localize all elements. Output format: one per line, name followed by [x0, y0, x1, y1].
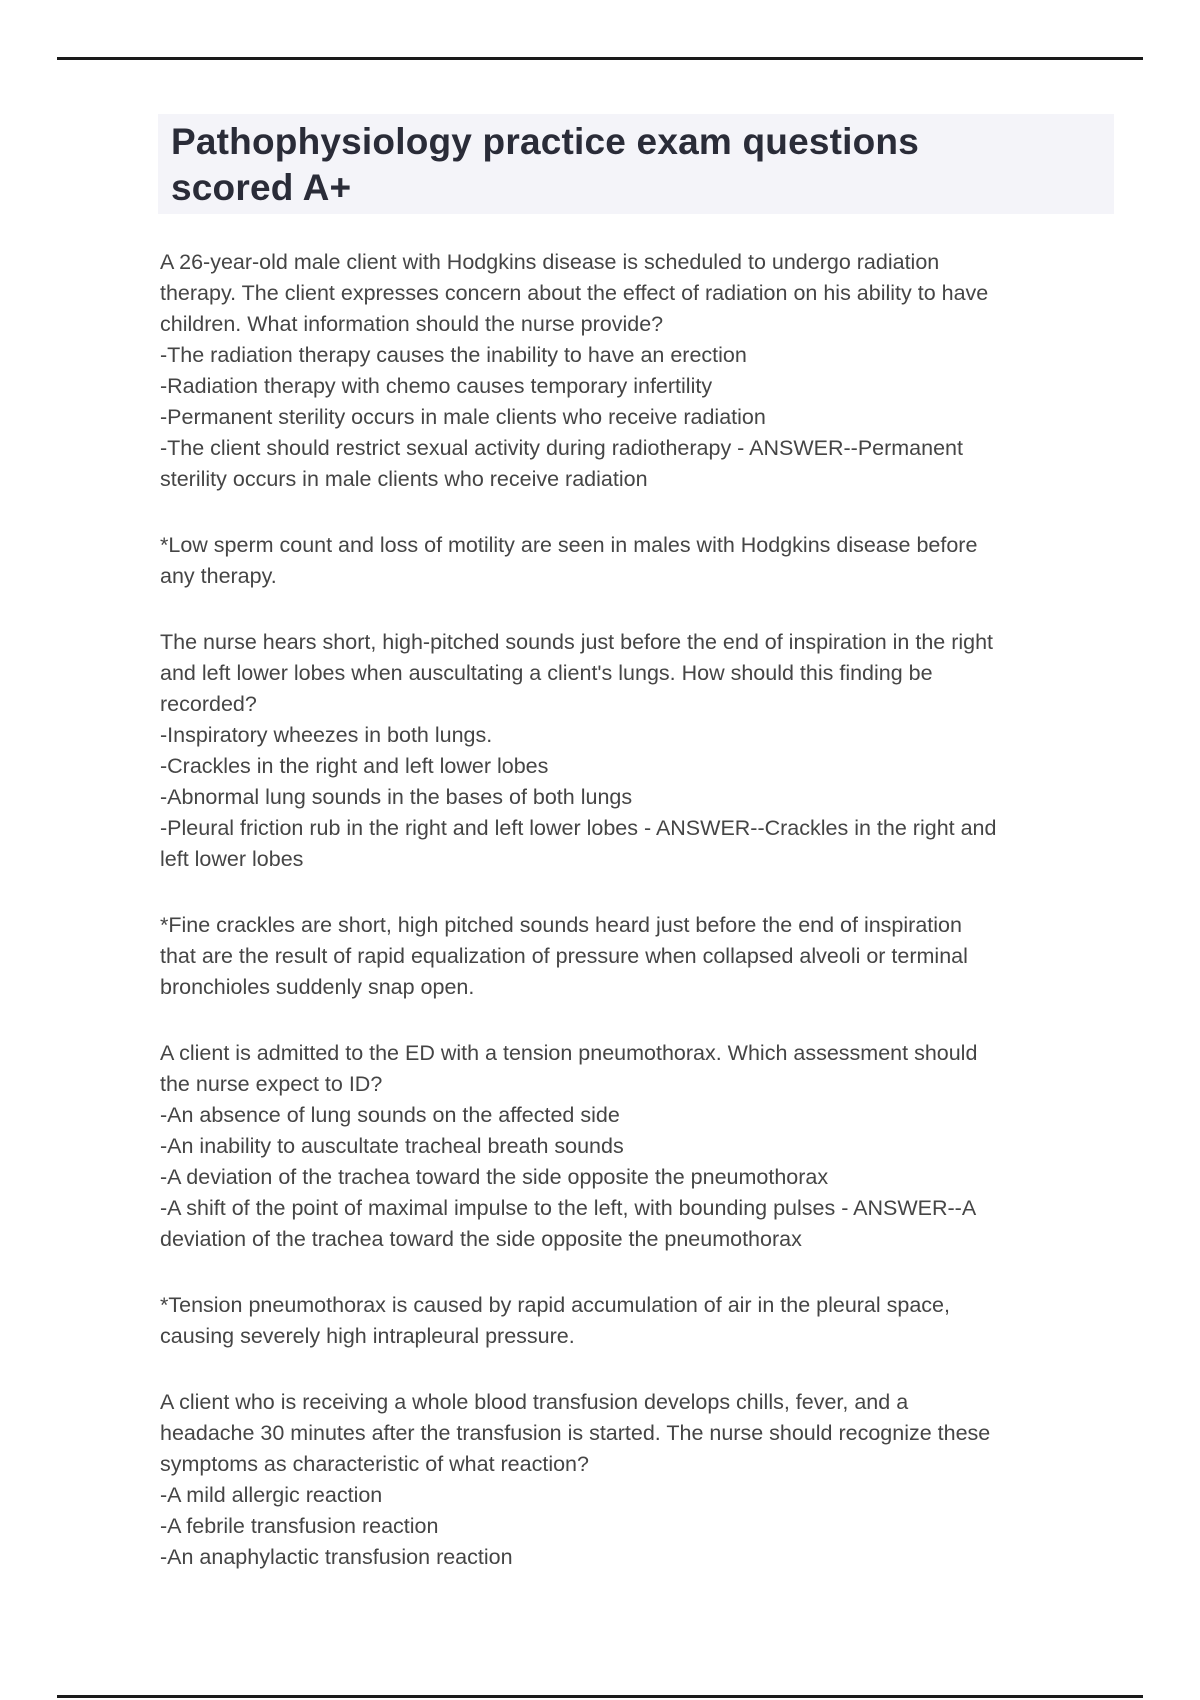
- title-line: scored A+: [171, 167, 352, 208]
- text-line: -A mild allergic reaction: [160, 1483, 383, 1507]
- text-line: -An anaphylactic transfusion reaction: [160, 1545, 513, 1569]
- title-line: Pathophysiology practice exam questions: [171, 121, 919, 162]
- bottom-rule: [57, 1695, 1143, 1698]
- text-line: therapy. The client expresses concern about the effect of radiation on his ability to have: [160, 281, 989, 305]
- text-line: recorded?: [160, 692, 257, 716]
- text-line: A client who is receiving a whole blood transfusion develops chills, fever, and a: [160, 1390, 909, 1414]
- rationale-block: [160, 910, 1140, 1003]
- rationale-block: [160, 1290, 1140, 1352]
- text-line: The nurse hears short, high-pitched sounds just before the end of inspiration in the right: [160, 630, 994, 654]
- text-line: *Low sperm count and loss of motility are seen in males with Hodgkins disease before: [160, 533, 978, 557]
- text-line: -An absence of lung sounds on the affected side: [160, 1103, 620, 1127]
- rationale-block: [160, 530, 1140, 592]
- qa-block: [160, 1038, 1140, 1255]
- text-line: sterility occurs in male clients who receive radiation: [160, 467, 648, 491]
- text-line: A 26-year-old male client with Hodgkins disease is scheduled to undergo radiation: [160, 250, 940, 274]
- text-line: -A shift of the point of maximal impulse to the left, with bounding pulses - ANSWER--A: [160, 1196, 977, 1220]
- text-line: -Pleural friction rub in the right and left lower lobes - ANSWER--Crackles in the right and: [160, 816, 997, 840]
- text-line: any therapy.: [160, 564, 277, 588]
- text-line: bronchioles suddenly snap open.: [160, 975, 475, 999]
- top-rule: [57, 57, 1143, 60]
- text-line: children. What information should the nurse provide?: [160, 312, 664, 336]
- text-line: -The client should restrict sexual activity during radiotherapy - ANSWER--Permanent: [160, 436, 963, 460]
- qa-block: [160, 627, 1140, 875]
- qa-block: [160, 1387, 1140, 1573]
- text-line: symptoms as characteristic of what reaction?: [160, 1452, 589, 1476]
- text-line: the nurse expect to ID?: [160, 1072, 383, 1096]
- text-line: -Permanent sterility occurs in male clients who receive radiation: [160, 405, 766, 429]
- text-line: *Fine crackles are short, high pitched sounds heard just before the end of inspiration: [160, 913, 962, 937]
- text-line: -Radiation therapy with chemo causes temporary infertility: [160, 374, 713, 398]
- text-line: causing severely high intrapleural pressure.: [160, 1324, 575, 1348]
- qa-block: [160, 247, 1140, 495]
- text-line: that are the result of rapid equalization of pressure when collapsed alveoli or terminal: [160, 944, 968, 968]
- text-line: -Crackles in the right and left lower lobes: [160, 754, 549, 778]
- text-line: and left lower lobes when auscultating a client's lungs. How should this finding be: [160, 661, 933, 685]
- text-line: deviation of the trachea toward the side opposite the pneumothorax: [160, 1227, 802, 1251]
- text-line: -A deviation of the trachea toward the side opposite the pneumothorax: [160, 1165, 829, 1189]
- text-line: -Abnormal lung sounds in the bases of both lungs: [160, 785, 633, 809]
- text-line: left lower lobes: [160, 847, 304, 871]
- document-body: [160, 247, 1140, 1608]
- text-line: -A febrile transfusion reaction: [160, 1514, 439, 1538]
- text-line: -An inability to auscultate tracheal breath sounds: [160, 1134, 624, 1158]
- document-title: [158, 114, 1114, 214]
- text-line: A client is admitted to the ED with a tension pneumothorax. Which assessment should: [160, 1041, 978, 1065]
- text-line: *Tension pneumothorax is caused by rapid accumulation of air in the pleural space,: [160, 1293, 950, 1317]
- text-line: -Inspiratory wheezes in both lungs.: [160, 723, 493, 747]
- text-line: headache 30 minutes after the transfusion is started. The nurse should recognize these: [160, 1421, 991, 1445]
- text-line: -The radiation therapy causes the inability to have an erection: [160, 343, 747, 367]
